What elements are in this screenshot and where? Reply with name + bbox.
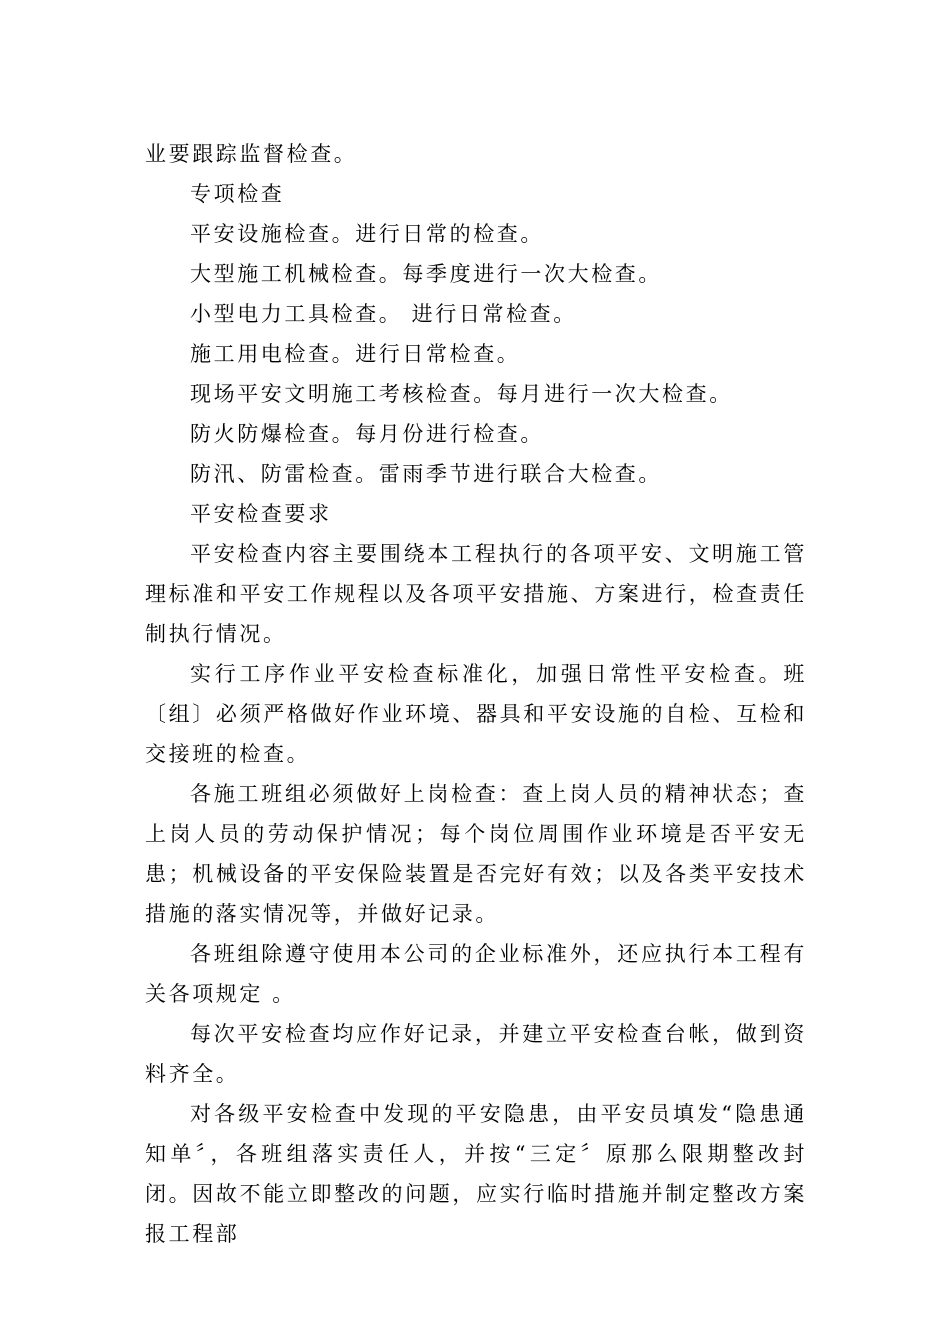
paragraph: 防火防爆检查。每月份进行检查。 xyxy=(190,422,544,446)
paragraph: 每次平安检查均应作好记录，并建立平安检查台帐，做到资料齐全。 xyxy=(145,1022,807,1086)
paragraph: 各班组除遵守使用本公司的企业标准外，还应执行本工程有关各项规定 。 xyxy=(145,942,807,1006)
document-page xyxy=(145,134,807,1254)
paragraph: 现场平安文明施工考核检查。每月进行一次大检查。 xyxy=(190,382,733,406)
paragraph: 各施工班组必须做好上岗检查：查上岗人员的精神状态；查上岗人员的劳动保护情况；每个岗位周围作业环境是否平安无患；机械设备的平安保险装置是否完好有效；以及各类平安技术措施的落实情况等，并做好记录。 xyxy=(145,782,807,926)
paragraph: 实行工序作业平安检查标准化，加强日常性平安检查。班〔组〕必须严格做好作业环境、器具和平安设施的自检、互检和交接班的检查。 xyxy=(145,662,807,766)
paragraph: 平安检查要求 xyxy=(190,502,332,526)
paragraph: 业要跟踪监督检查。 xyxy=(145,142,358,166)
paragraph: 防汛、防雷检查。雷雨季节进行联合大检查。 xyxy=(190,462,662,486)
paragraph: 施工用电检查。进行日常检查。 xyxy=(190,342,521,366)
paragraph: 平安检查内容主要围绕本工程执行的各项平安、文明施工管理标准和平安工作规程以及各项平安措施、方案进行，检查责任制执行情况。 xyxy=(145,542,807,646)
paragraph: 专项检查 xyxy=(190,182,285,206)
paragraph: 对各级平安检查中发现的平安隐患，由平安员填发“隐患通知单〞，各班组落实责任人，并按“三定〞原那么限期整改封闭。因故不能立即整改的问题，应实行临时措施并制定整改方案报工程部 xyxy=(145,1102,807,1246)
paragraph: 大型施工机械检查。每季度进行一次大检查。 xyxy=(190,262,662,286)
paragraph: 小型电力工具检查。 进行日常检查。 xyxy=(190,302,577,326)
paragraph: 平安设施检查。进行日常的检查。 xyxy=(190,222,544,246)
